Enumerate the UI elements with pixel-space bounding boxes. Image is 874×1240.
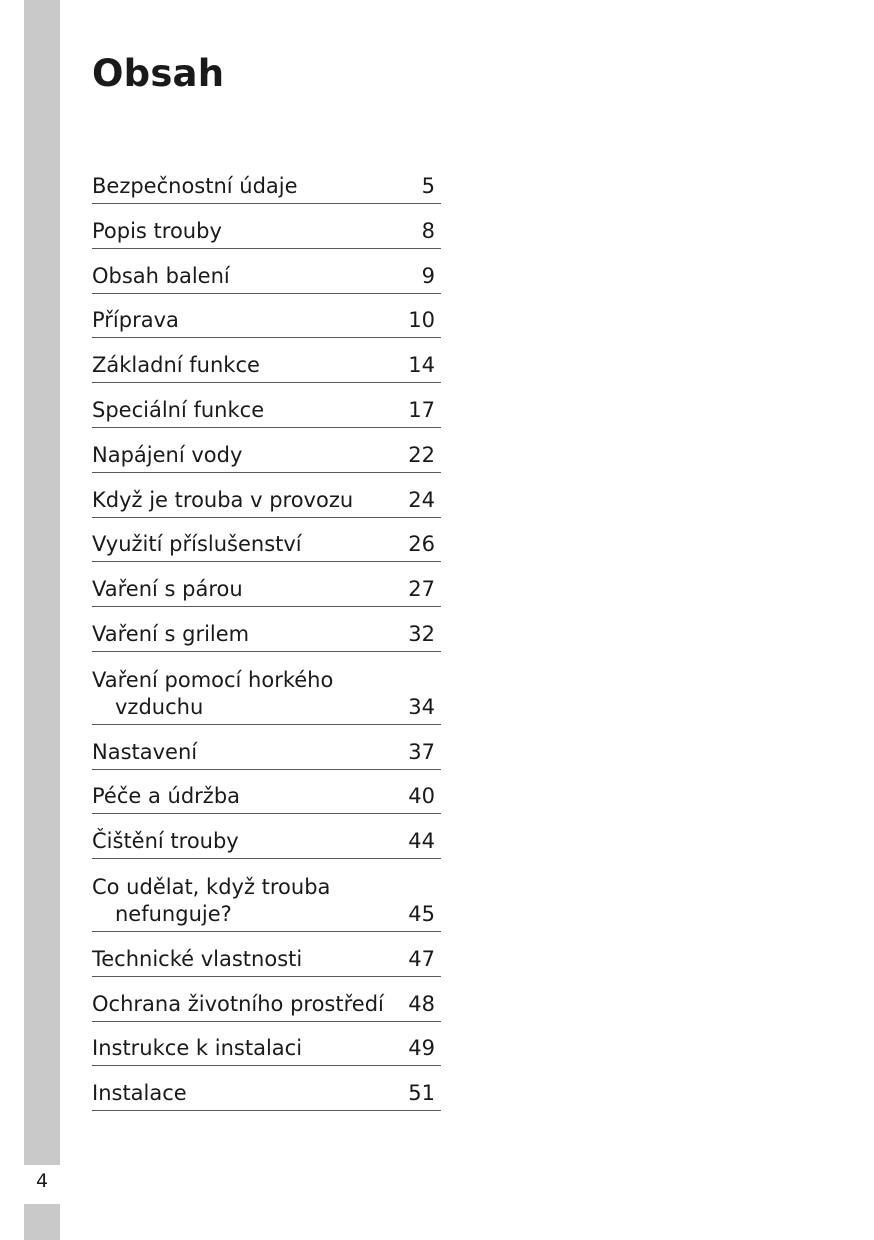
toc-entry[interactable] (92, 726, 441, 770)
toc-entry-page: 45 (408, 901, 435, 926)
toc-entry[interactable] (92, 250, 441, 294)
toc-entry-title: Když je trouba v provozu (92, 487, 354, 512)
toc-entry-page: 32 (408, 621, 435, 646)
toc-entry-title: Ochrana životního prostředí (92, 991, 384, 1016)
table-of-contents (92, 160, 441, 1111)
toc-entry-title: Péče a údržba (92, 784, 241, 809)
toc-entry[interactable] (92, 429, 441, 473)
toc-entry[interactable] (92, 1022, 441, 1066)
toc-entry-title: Příprava (92, 308, 179, 333)
side-bar-decoration (24, 0, 60, 1165)
toc-entry[interactable] (92, 294, 441, 338)
toc-entry-title: Speciální funkce (92, 397, 265, 422)
toc-entry-page: 27 (408, 577, 435, 602)
toc-entry-title: Čištění trouby (92, 829, 239, 854)
toc-entry-title: Vaření s párou (92, 577, 243, 602)
toc-entry[interactable] (92, 474, 441, 518)
toc-entry-page: 37 (408, 739, 435, 764)
toc-entry-page: 17 (408, 397, 435, 422)
toc-entry-title: Základní funkce (92, 353, 260, 378)
toc-entry-title: Instrukce k instalaci (92, 1036, 303, 1061)
toc-entry-title-line1: Vaření pomocí horkého (92, 667, 334, 692)
toc-entry-title (92, 667, 333, 721)
toc-entry[interactable] (92, 205, 441, 249)
toc-entry-page: 47 (408, 946, 435, 971)
toc-entry-title-line2: nefunguje? (115, 901, 232, 926)
toc-entry-page: 24 (408, 487, 435, 512)
toc-entry-title: Využití příslušenství (92, 532, 302, 557)
toc-entry-title: Bezpečnostní údaje (92, 174, 298, 198)
toc-entry-page: 10 (408, 308, 435, 333)
toc-entry-title: Technické vlastnosti (92, 946, 303, 971)
toc-entry-page: 8 (421, 218, 435, 243)
toc-entry[interactable] (92, 563, 441, 607)
toc-entry-title: Popis trouby (92, 218, 222, 243)
toc-entry[interactable] (92, 978, 441, 1022)
toc-entry-title-line1: Co udělat, když trouba (92, 874, 331, 899)
toc-entry[interactable] (92, 518, 441, 562)
toc-entry-title: Napájení vody (92, 442, 243, 467)
toc-entry[interactable] (92, 770, 441, 814)
toc-entry[interactable] (92, 815, 441, 859)
toc-entry[interactable] (92, 160, 441, 204)
toc-entry[interactable] (92, 933, 441, 977)
side-bar-decoration-bottom (24, 1204, 60, 1240)
toc-entry-page: 14 (408, 353, 435, 378)
toc-entry-page: 22 (408, 442, 435, 467)
toc-entry-title: Instalace (92, 1081, 187, 1106)
toc-entry[interactable] (92, 1067, 441, 1111)
toc-entry-title: Obsah balení (92, 263, 230, 288)
toc-entry-title: Nastavení (92, 739, 198, 764)
toc-entry-title-line2: vzduchu (115, 694, 204, 719)
toc-entry-title (92, 874, 330, 928)
toc-entry-page: 49 (408, 1036, 435, 1061)
toc-entry[interactable] (92, 384, 441, 428)
toc-entry[interactable] (92, 653, 441, 725)
toc-entry-title: Vaření s grilem (92, 621, 250, 646)
page-number: 4 (35, 1170, 49, 1192)
toc-entry-page: 40 (408, 784, 435, 809)
toc-entry-page: 26 (408, 532, 435, 557)
toc-entry-page: 44 (408, 829, 435, 854)
toc-entry[interactable] (92, 608, 441, 652)
toc-entry-page: 9 (421, 263, 435, 288)
toc-entry-page: 5 (421, 174, 435, 198)
toc-entry-page: 34 (408, 694, 435, 719)
toc-entry[interactable] (92, 860, 441, 932)
toc-entry-page: 48 (408, 991, 435, 1016)
toc-entry[interactable] (92, 339, 441, 383)
page-title: Obsah (92, 52, 225, 95)
toc-entry-page: 51 (408, 1081, 435, 1106)
